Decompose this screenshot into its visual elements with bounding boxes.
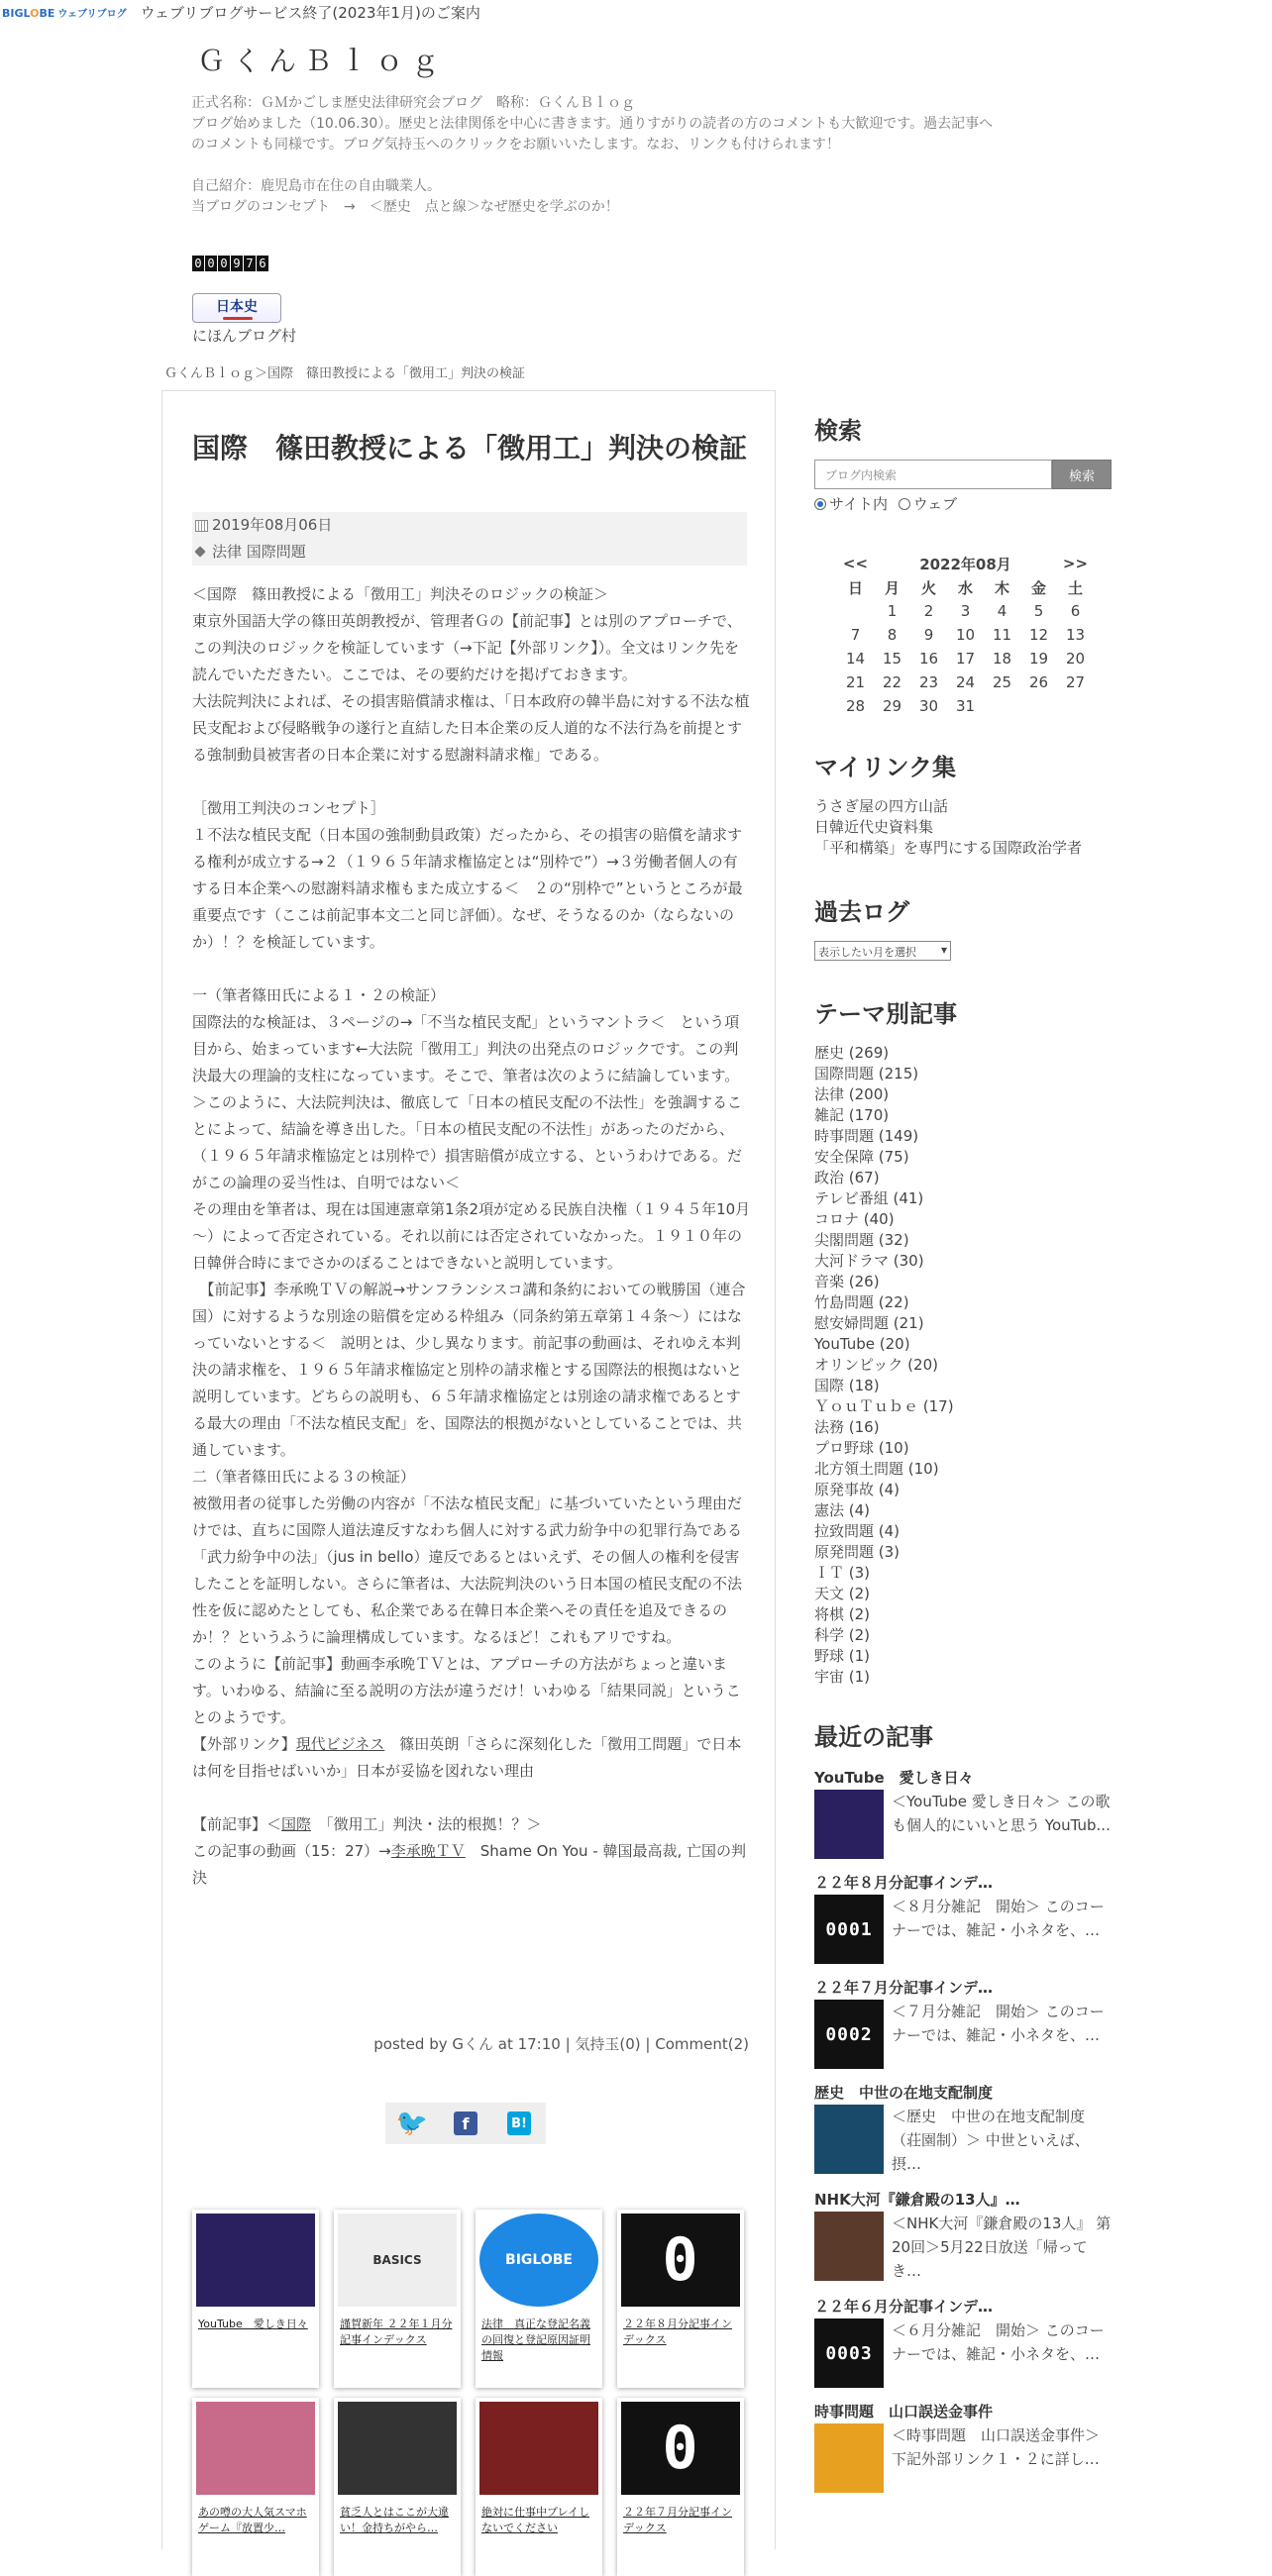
related-card[interactable] bbox=[476, 2210, 602, 2388]
calendar-month: 2022年08月 bbox=[919, 555, 1011, 573]
post-body bbox=[192, 581, 752, 1892]
recent-article-thumbnail[interactable] bbox=[814, 1790, 884, 1859]
calendar-weekday: 日 bbox=[847, 578, 863, 597]
recent-article[interactable] bbox=[814, 2295, 1112, 2388]
facebook-share-icon[interactable]: f bbox=[439, 2103, 492, 2144]
theme-item[interactable]: 安全保障 (75) bbox=[814, 1148, 909, 1166]
calendar-day: 29 bbox=[882, 697, 902, 715]
recent-article-excerpt: ＜歴史 中世の在地支配制度（荘園制）＞ 中世といえば、摂… bbox=[892, 2108, 1090, 2173]
calendar-day: 10 bbox=[955, 626, 976, 644]
service-end-notice-link[interactable]: ウェブリブログサービス終了(2023年1月)のご案内 bbox=[140, 3, 480, 22]
theme-item[interactable]: 雑記 (170) bbox=[814, 1106, 890, 1124]
calendar-day: 6 bbox=[1070, 602, 1081, 620]
theme-item[interactable]: 政治 (67) bbox=[814, 1169, 880, 1186]
theme-item[interactable]: 慰安婦問題 (21) bbox=[814, 1314, 924, 1332]
radio-site[interactable]: サイト内 bbox=[814, 495, 888, 513]
post-tags[interactable]: 法律 国際問題 bbox=[192, 539, 747, 566]
theme-item[interactable]: 天文 (2) bbox=[814, 1585, 871, 1602]
card-title[interactable]: あの噂の大人気スマホゲーム『放置少… bbox=[198, 2506, 307, 2534]
card-title[interactable]: YouTube 愛しき日々 bbox=[198, 2318, 308, 2330]
calendar-day: 15 bbox=[882, 650, 902, 668]
search-button[interactable]: 検索 bbox=[1052, 460, 1112, 489]
external-link-line: 【外部リンク】現代ビジネス 篠田英朗「さらに深刻化した「徴用工問題」で日本は何を目指せばいいか」日本が妥協を図れない理由 bbox=[192, 1735, 742, 1780]
counter-digit: 0 bbox=[205, 256, 217, 271]
recent-article[interactable] bbox=[814, 2400, 1112, 2493]
recent-article-excerpt: ＜７月分雑記 開始＞ このコーナーでは、雑記・小ネタを、… bbox=[892, 2003, 1105, 2044]
archive-heading: 過去ログ bbox=[814, 898, 909, 926]
related-card[interactable] bbox=[192, 2398, 319, 2576]
share-buttons bbox=[385, 2103, 546, 2144]
theme-item[interactable]: 将棋 (2) bbox=[814, 1605, 871, 1623]
link-item[interactable]: うさぎ屋の四方山話 bbox=[814, 797, 949, 815]
recent-article[interactable] bbox=[814, 2188, 1112, 2283]
calendar-day: 7 bbox=[850, 626, 861, 644]
theme-item[interactable]: ＩＴ (3) bbox=[814, 1564, 871, 1582]
theme-list bbox=[814, 1043, 1112, 1688]
calendar-day: 5 bbox=[1033, 602, 1044, 620]
recent-article-thumbnail[interactable]: 0002 bbox=[814, 2000, 884, 2069]
calendar-day bbox=[1057, 694, 1094, 718]
theme-item[interactable]: 音楽 (26) bbox=[814, 1273, 880, 1290]
theme-item[interactable]: コロナ (40) bbox=[814, 1210, 895, 1228]
theme-item[interactable]: 野球 (1) bbox=[814, 1647, 871, 1665]
card-title[interactable]: ２２年７月分記事インデックス bbox=[623, 2506, 732, 2534]
video-line: この記事の動画（15：27）→李承晩ＴＶ Shame On You - 韓国最高裁, 亡国の判決 bbox=[192, 1842, 747, 1887]
recent-article-thumbnail[interactable] bbox=[814, 2423, 884, 2493]
card-thumbnail[interactable] bbox=[196, 2214, 315, 2307]
calendar-day: 2 bbox=[923, 602, 934, 620]
recent-article-title[interactable]: ２２年６月分記事インデ… bbox=[814, 2298, 994, 2316]
hatena-bookmark-icon[interactable]: B! bbox=[492, 2103, 546, 2144]
archive-select[interactable]: 表示したい月を選択 ▾ bbox=[814, 941, 951, 961]
calendar-weekday: 木 bbox=[994, 578, 1009, 597]
calendar bbox=[837, 552, 1112, 718]
counter-digit: 9 bbox=[231, 256, 243, 271]
calendar-next[interactable]: >> bbox=[1062, 555, 1089, 572]
theme-item[interactable]: オリンピック (20) bbox=[814, 1356, 938, 1374]
calendar-day: 1 bbox=[887, 602, 898, 620]
related-card[interactable] bbox=[617, 2398, 744, 2576]
access-counter bbox=[192, 256, 268, 271]
calendar-day: 13 bbox=[1065, 626, 1086, 644]
post-meta bbox=[192, 512, 747, 566]
theme-item[interactable]: 法務 (16) bbox=[814, 1418, 880, 1436]
recent-article-thumbnail[interactable]: 0001 bbox=[814, 1895, 884, 1964]
recent-article-title[interactable]: NHK大河『鎌倉殿の13人』… bbox=[814, 2191, 1020, 2209]
theme-item[interactable]: 竹島問題 (22) bbox=[814, 1293, 909, 1311]
card-title[interactable]: ２２年８月分記事インデックス bbox=[623, 2318, 732, 2346]
blog-header bbox=[191, 40, 1083, 218]
calendar-day: 16 bbox=[918, 650, 939, 668]
theme-item[interactable]: テレビ番組 (41) bbox=[814, 1189, 924, 1207]
recent-article-excerpt: ＜NHK大河『鎌倉殿の13人』 第20回＞5月22日放送「帰ってき… bbox=[892, 2215, 1112, 2280]
theme-item[interactable]: 尖閣問題 (32) bbox=[814, 1231, 909, 1249]
recent-article-thumbnail[interactable] bbox=[814, 2105, 884, 2174]
theme-item[interactable]: 時事問題 (149) bbox=[814, 1127, 919, 1145]
recent-article-excerpt: ＜６月分雑記 開始＞ このコーナーでは、雑記・小ネタを、… bbox=[892, 2321, 1105, 2363]
post-footer[interactable]: posted by Gくん at 17:10 | 気持玉(0) | Comment(2) bbox=[373, 2035, 749, 2053]
calendar-weekday: 月 bbox=[884, 578, 900, 597]
nihon-blog-mura-link[interactable]: にほんブログ村 bbox=[192, 327, 297, 345]
card-thumbnail[interactable]: 0 bbox=[621, 2214, 740, 2307]
link-item[interactable]: 「平和構築」を専門にする国際政治学者 bbox=[814, 839, 1083, 857]
related-card[interactable] bbox=[334, 2398, 461, 2576]
related-card[interactable] bbox=[192, 2210, 319, 2388]
calendar-day: 18 bbox=[992, 650, 1012, 668]
recent-article-thumbnail[interactable]: 0003 bbox=[814, 2318, 884, 2388]
theme-item[interactable]: 拉致問題 (4) bbox=[814, 1522, 901, 1540]
search-heading: 検索 bbox=[814, 417, 862, 445]
calendar-weekday: 火 bbox=[920, 578, 936, 597]
calendar-day: 9 bbox=[923, 626, 934, 644]
calendar-day: 14 bbox=[845, 650, 866, 668]
counter-digit: 7 bbox=[244, 256, 256, 271]
calendar-weekday: 水 bbox=[957, 578, 973, 597]
calendar-day: 30 bbox=[918, 697, 939, 715]
calendar-day: 20 bbox=[1065, 650, 1086, 668]
card-thumbnail[interactable] bbox=[196, 2402, 315, 2495]
video-link[interactable]: 李承晩ＴＶ bbox=[390, 1842, 466, 1860]
recent-article-title[interactable]: 時事問題 山口誤送金事件 bbox=[814, 2403, 994, 2421]
recent-article[interactable] bbox=[814, 1871, 1112, 1964]
counter-digit: 6 bbox=[257, 256, 268, 271]
calendar-day: 22 bbox=[882, 673, 902, 691]
article bbox=[161, 390, 776, 2549]
theme-item[interactable]: 原発問題 (3) bbox=[814, 1543, 901, 1561]
card-thumbnail[interactable] bbox=[338, 2402, 457, 2495]
calendar-day bbox=[1020, 694, 1057, 718]
link-item[interactable]: 日韓近代史資料集 bbox=[814, 818, 934, 836]
calendar-day: 25 bbox=[992, 673, 1012, 691]
previous-article-line: 【前記事】＜国際 「徴用工」判決・法的根拠！？＞ bbox=[192, 1815, 542, 1833]
recent-article-title[interactable]: ２２年８月分記事インデ… bbox=[814, 1874, 994, 1892]
theme-item[interactable]: 歴史 (269) bbox=[814, 1044, 890, 1062]
card-thumbnail[interactable] bbox=[479, 2402, 598, 2495]
calendar-day: 8 bbox=[887, 626, 898, 644]
theme-item[interactable]: 原発事故 (4) bbox=[814, 1481, 901, 1498]
recent-heading: 最近の記事 bbox=[814, 1723, 933, 1751]
calendar-day: 17 bbox=[955, 650, 976, 668]
calendar-day: 21 bbox=[845, 673, 866, 691]
twitter-share-icon[interactable]: 🐦 bbox=[385, 2103, 439, 2144]
search-input[interactable]: ブログ内検索 bbox=[814, 460, 1052, 489]
post-title: 国際 篠田教授による「徴用工」判決の検証 bbox=[192, 432, 748, 464]
card-title[interactable]: 法律 真正な登記名義の回復と登記原因証明情報 bbox=[481, 2318, 590, 2362]
counter-digit: 0 bbox=[192, 256, 204, 271]
calendar-day: 12 bbox=[1028, 626, 1049, 644]
calendar-weekday: 金 bbox=[1030, 578, 1046, 597]
theme-item[interactable]: プロ野球 (10) bbox=[814, 1439, 909, 1457]
card-title[interactable]: 貧乏人とはここが大違い！金持ちがやら… bbox=[340, 2506, 449, 2534]
calendar-day: 31 bbox=[955, 697, 976, 715]
recent-article-title[interactable]: 歴史 中世の在地支配制度 bbox=[814, 2084, 994, 2102]
theme-item[interactable]: ＹｏｕＴｕｂｅ (17) bbox=[814, 1397, 954, 1415]
theme-heading: テーマ別記事 bbox=[814, 1000, 957, 1028]
theme-item[interactable]: 憲法 (4) bbox=[814, 1501, 871, 1519]
blog-description: 正式名称：ＧＭかごしま歴史法律研究会ブログ 略称：ＧくんＢｌｏｇ ブログ始めました（10.06.30）。歴史と法律関係を中心に書きます。通りすがりの読者の方のコメントも大歓迎です。過去記事へ のコメントも同様です。ブログ気持玉へのクリックをお願いいたします。なお、リンクも付けられます！ 自己紹介：鹿児島市在住の自由職業人。 当ブログのコンセプト → ＜歴史 点と線＞なぜ歴史を学ぶのか！ bbox=[191, 95, 994, 215]
related-card[interactable] bbox=[617, 2210, 744, 2388]
card-thumbnail[interactable]: BASICS bbox=[338, 2214, 457, 2307]
previous-article-link[interactable]: 国際 bbox=[281, 1815, 312, 1833]
calendar-day: 3 bbox=[960, 602, 971, 620]
theme-item[interactable]: 国際問題 (215) bbox=[814, 1065, 919, 1082]
related-card[interactable] bbox=[476, 2398, 602, 2576]
theme-item[interactable]: YouTube (20) bbox=[814, 1335, 910, 1353]
radio-web[interactable]: ウェブ bbox=[899, 495, 957, 513]
post-date: 2019年08月06日 bbox=[192, 512, 747, 539]
theme-item[interactable]: 宇宙 (1) bbox=[814, 1668, 871, 1686]
recent-article-excerpt: ＜時事問題 山口誤送金事件＞ 下記外部リンク１・２に詳し… bbox=[892, 2426, 1101, 2468]
recent-list bbox=[814, 1766, 1112, 2493]
theme-item[interactable]: 大河ドラマ (30) bbox=[814, 1252, 924, 1270]
biglobe-topbar bbox=[0, 0, 1272, 24]
calendar-day bbox=[984, 694, 1020, 718]
biglobe-logo[interactable]: BIGLOBE ウェブリブログ bbox=[2, 6, 127, 20]
counter-digit: 0 bbox=[218, 256, 230, 271]
external-link[interactable]: 現代ビジネス bbox=[295, 1735, 385, 1753]
recent-article[interactable] bbox=[814, 1766, 1112, 1859]
card-thumbnail[interactable]: BIGLOBE bbox=[479, 2214, 598, 2307]
blog-title[interactable]: ＧくんＢｌｏｇ bbox=[197, 45, 448, 77]
card-title[interactable]: 謹賀新年 ２２年１月分記事インデックス bbox=[340, 2318, 453, 2346]
calendar-day: 24 bbox=[955, 673, 976, 691]
nihonshi-ranking-badge[interactable]: 日本史 bbox=[192, 293, 281, 323]
recent-article-thumbnail[interactable] bbox=[814, 2212, 884, 2281]
related-articles bbox=[192, 2210, 747, 2576]
recent-article[interactable] bbox=[814, 1976, 1112, 2069]
calendar-prev[interactable]: << bbox=[842, 555, 869, 572]
calendar-day: 23 bbox=[918, 673, 939, 691]
card-thumbnail[interactable]: 0 bbox=[621, 2402, 740, 2495]
recent-article-excerpt: ＜８月分雑記 開始＞ このコーナーでは、雑記・小ネタを、… bbox=[892, 1898, 1105, 1939]
card-title[interactable]: 絶対に仕事中プレイしないでください bbox=[481, 2506, 590, 2534]
calendar-weekday: 土 bbox=[1067, 578, 1083, 597]
recent-article-title[interactable]: YouTube 愛しき日々 bbox=[814, 1769, 974, 1787]
related-card[interactable] bbox=[334, 2210, 461, 2388]
theme-item[interactable]: 科学 (2) bbox=[814, 1626, 871, 1644]
post-text: ＜国際 篠田教授による「徴用工」判決そのロジックの検証＞ 東京外国語大学の篠田英朗教授が、管理者Ｇの【前記事】とは別のアプローチで、この判決のロジックを検証しています（→下記【外部リンク】）。全文はリンク先を読んでいただきたい。ここでは、その要約だけを掲げておきます。 大法院判決によれば、その損害賠償請求権は、「日本政府の韓半島に対する不法な植民支配および侵略戦争の遂行と直結した日本企業の反人道的な不法行為を前提とする強制動員被害者の日本企業に対する慰謝料請求権」である。 ［徴用工判決のコンセプト］ １不法な植民支配（日本国の強制動員政策）だったから、その損害の賠償を請求する権利が成立する→２（１９６５年請求権協定とは“別枠で”）→３労働者個人の有する日本企業への慰謝料請求権もまた成立する＜ ２の“別枠で”というところが最重要点です（ここは前記事本文二と同じ評価）。なぜ、そうなるのか（ならないのか）！？を検証しています。 一（筆者篠田氏による１・２の検証） 国際法的な検証は、３ページの→「不当な植民支配」というマントラ＜ という項目から、始まっています←大法院「徴用工」判決の出発点のロジックです。この判決最大の理論的支柱になっています。そこで、筆者は次のように結論しています。 ＞このように、大法院判決は、徹底して「日本の植民支配の不法性」を強調することによって、結論を導き出した。「日本の植民支配の不法性」があったのだから、（１９６５年請求権協定とは別枠で）損害賠償が成立する、というわけである。だがこの論理の妥当性は、自明ではない＜ その理由を筆者は、現在は国連憲章第1条2項が定める民族自決権（１９４５年10月～）によって否定されている。それ以前には否定されていなかった。１９１０年の日韓併合時にまでさかのぼることはできないと説明しています。 【前記事】李承晩ＴＶの解説→サンフランシスコ講和条約においての戦勝国（連合国）に対するような別途の賠償を定める枠組み（同条約第五章第１４条～）にはなっていないとする＜ 説明とは、少し異なります。前記事の動画は、それゆえ本判決の請求権を、１９６５年請求権協定と別枠の請求権とする国際法的根拠はないと説明しています。どちらの説明も、６５年請求権協定とは別途の請求権であるとする最大の理由「不法な植民支配」を、国際法的根拠がないとしていることでは、共通しています。 二（筆者篠田氏による３の検証） 被徴用者の従事した労働の内容が「不法な植民支配」に基づいていたという理由だけでは、直ちに国際人道法違反すなわち個人に対する武力紛争中の犯罪行為である「武力紛争中の法」（jus in bello）違反であるとはいえず、その個人の権利を侵害したことを証明しない。さらに筆者は、大法院判決のいう日本国の植民支配の不法性を仮に認めたとしても、私企業である在韓日本企業へその責任を追及できるのか！？というふうに論理構成しています。なるほど！これもアリですね。 このように【前記事】動画李承晩ＴＶとは、アプローチの方法がちょっと違います。いわゆる、結論に至る説明の方法が違うだけ！いわゆる「結果同説」ということのようです。 bbox=[192, 585, 751, 1726]
calendar-day: 27 bbox=[1065, 673, 1086, 691]
theme-item[interactable]: 北方領土問題 (10) bbox=[814, 1460, 939, 1478]
links-list bbox=[814, 796, 1112, 859]
calendar-day bbox=[837, 599, 874, 623]
sidebar bbox=[814, 411, 1112, 2505]
calendar-day: 11 bbox=[992, 626, 1012, 644]
recent-article-excerpt: ＜YouTube 愛しき日々＞ この歌も個人的にいいと思う YouTub... bbox=[892, 1793, 1111, 1834]
theme-item[interactable]: 国際 (18) bbox=[814, 1377, 880, 1394]
links-heading: マイリンク集 bbox=[814, 754, 957, 781]
recent-article[interactable] bbox=[814, 2081, 1112, 2176]
calendar-day: 26 bbox=[1028, 673, 1049, 691]
breadcrumb[interactable]: ＧくんＢｌｏｇ＞国際 篠田教授による「徴用工」判決の検証 bbox=[164, 366, 526, 381]
calendar-day: 19 bbox=[1028, 650, 1049, 668]
theme-item[interactable]: 法律 (200) bbox=[814, 1085, 890, 1103]
calendar-day: 4 bbox=[997, 602, 1007, 620]
calendar-day: 28 bbox=[845, 697, 866, 715]
recent-article-title[interactable]: ２２年７月分記事インデ… bbox=[814, 1979, 994, 1997]
